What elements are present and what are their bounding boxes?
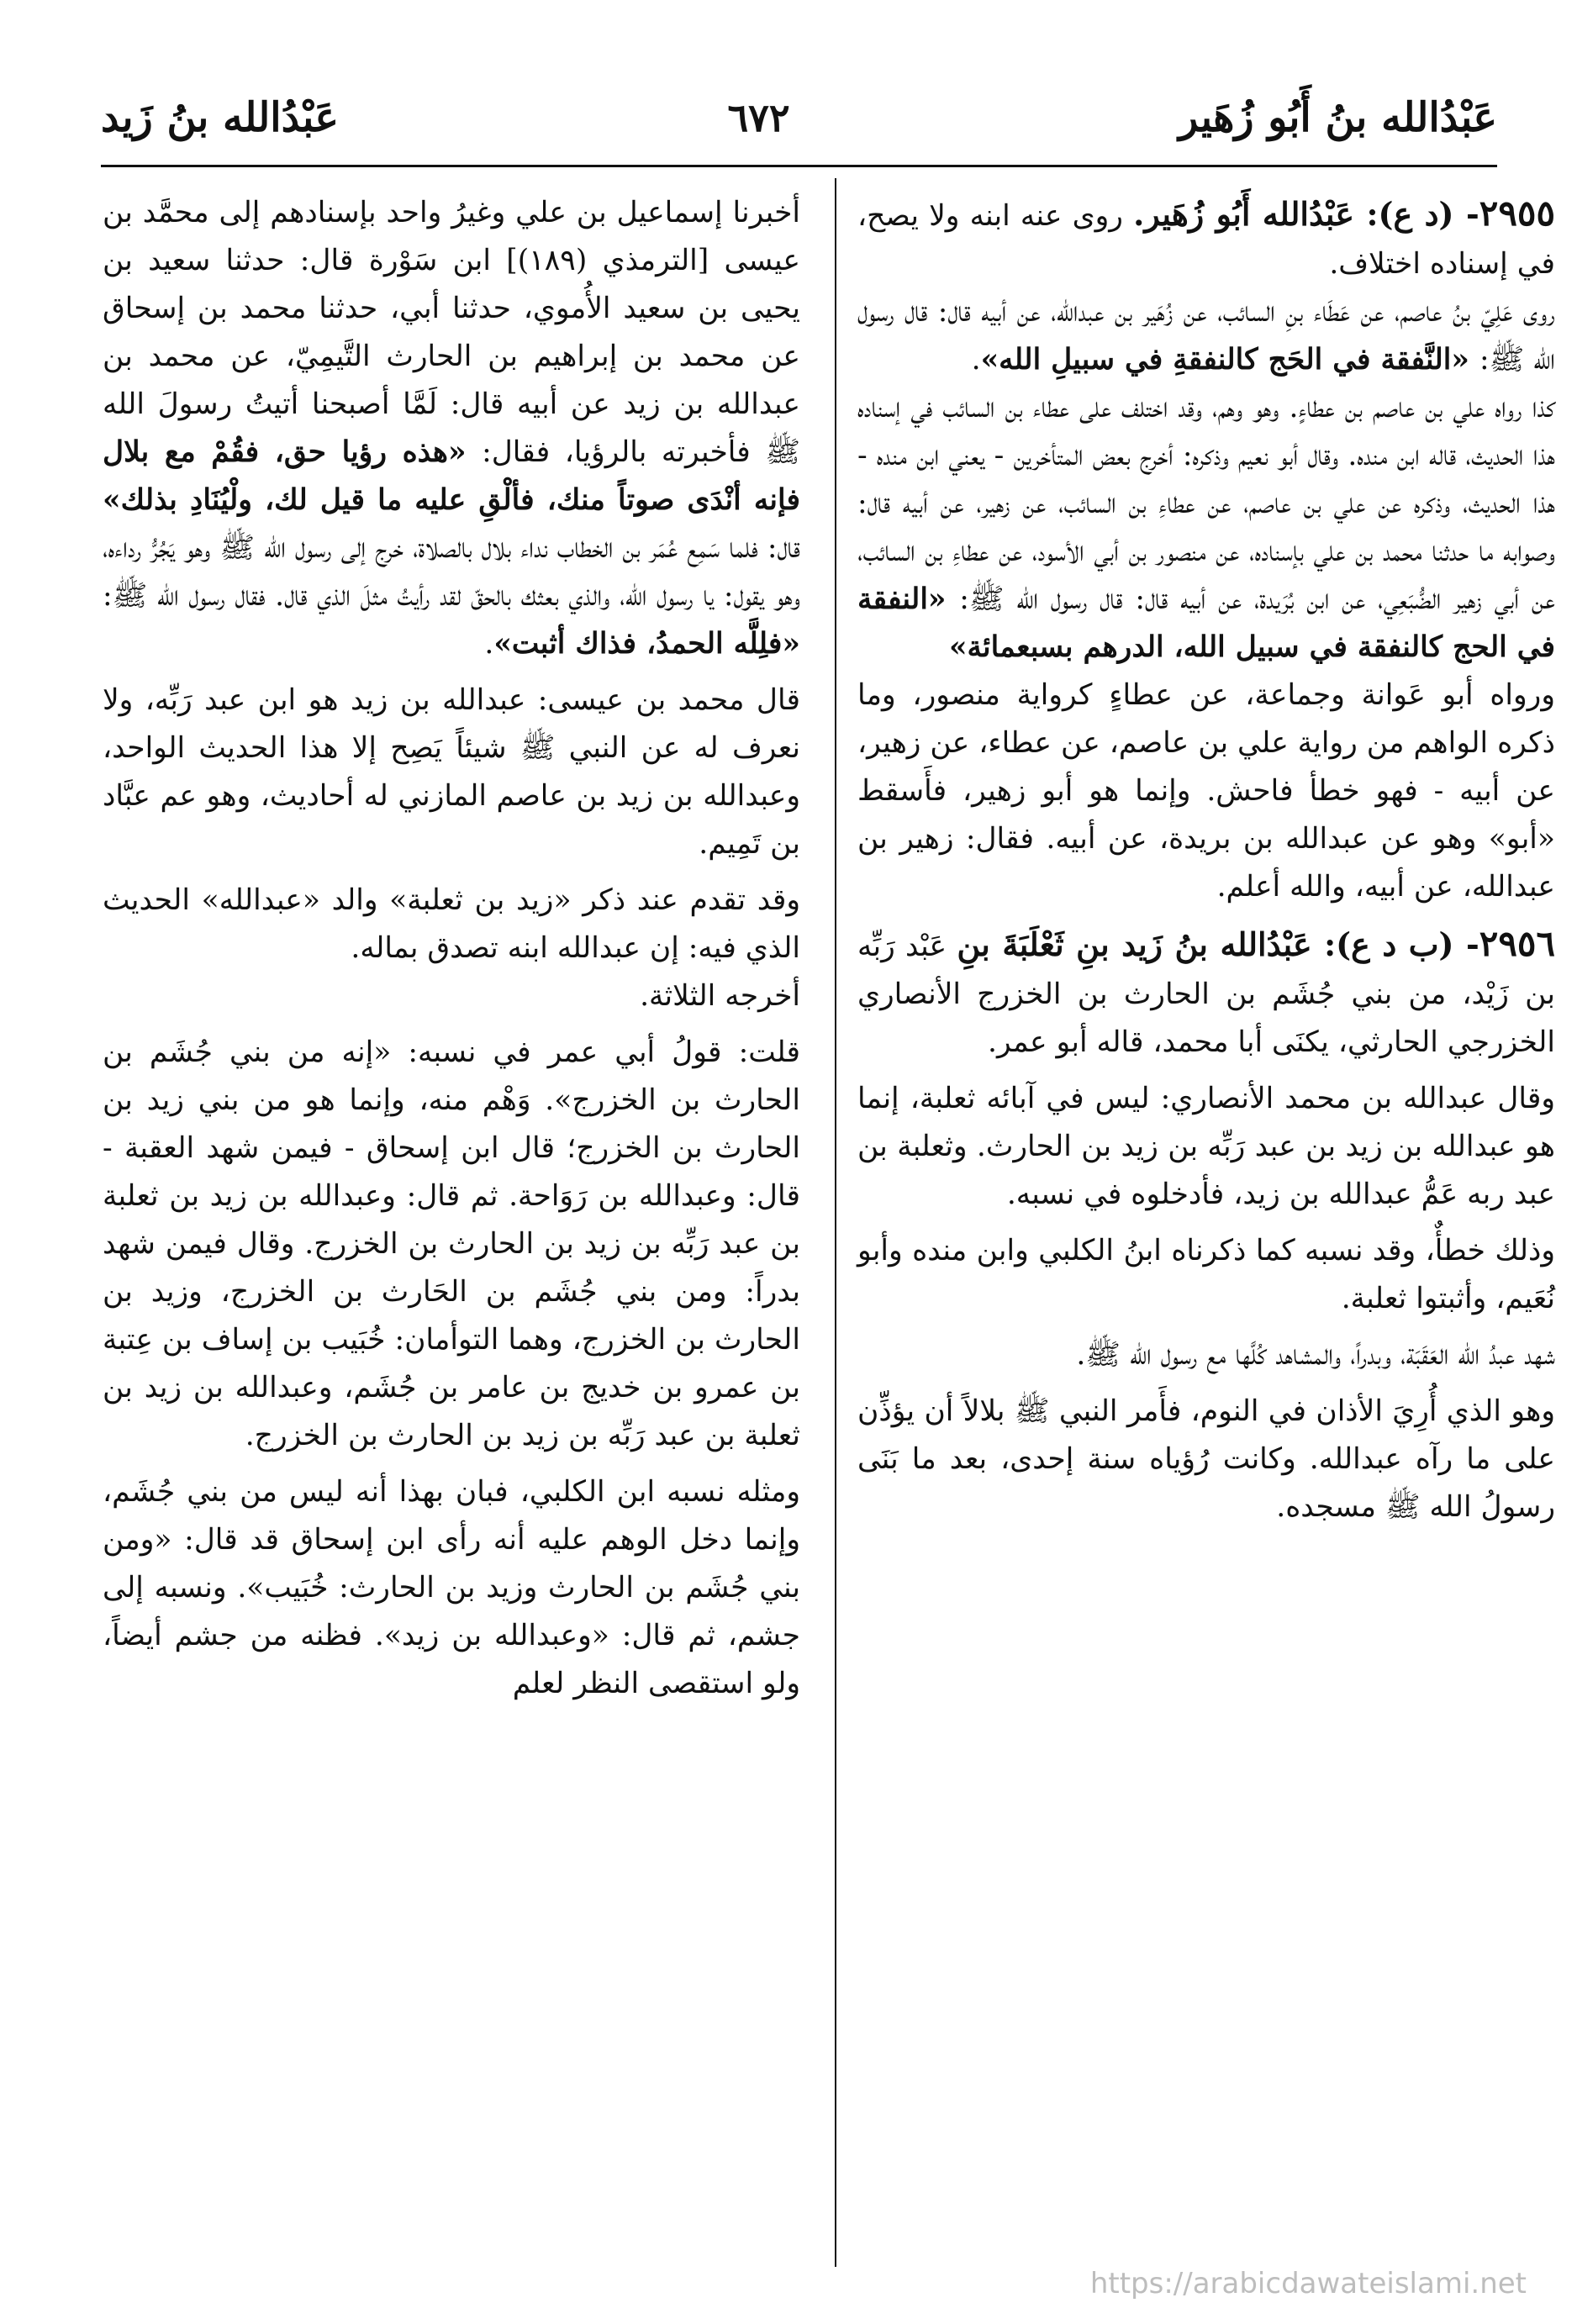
entry-heading: - (د ع): عَبْدُالله أَبُو زُهَير.: [1133, 195, 1479, 233]
paragraph-tail: .: [971, 343, 981, 377]
paragraph-text: قال: فلما سَمِع عُمَر بن الخطاب نداء بلال بالصلاة، خرج إلى رسول الله ﷺ وهو يَجُرُّ رداءه، وهو يقول: يا رسول الله، والذي بعثك بالحقّ لقد رأيتُ مثلَ الذي قال. فقال رسول الله ﷺ:: [103, 531, 800, 613]
paragraph: [103, 1468, 800, 1708]
paragraph: [103, 677, 800, 868]
left-column: [103, 189, 800, 1708]
header-right-title: عَبْدُالله بنُ أَبُو زُهَير: [1179, 94, 1497, 141]
running-header: [101, 80, 1497, 155]
entry-2956: [857, 920, 1555, 1067]
paragraph: [857, 1388, 1555, 1531]
paragraph-text: شهد عبدُ الله العَقَبَة، وبدراً، والمشاهد كُلَّها مع رسول الله ﷺ.: [1076, 1338, 1555, 1372]
paragraph-text: وذلك خطأٌ، وقد نسبه كما ذكرناه ابنُ الكلبي وابن منده وأبو نُعَيم، وأثبتوا ثعلبة.: [857, 1234, 1555, 1315]
paragraph: [103, 1029, 800, 1460]
paragraph-text: روى عَلِيّ بنُ عاصم، عن عَطَاء بنِ السائب، عن زُهَير بن عبدالله، عن أبيه قال: قال رسول الله ﷺ:: [857, 295, 1555, 377]
paragraph: [857, 672, 1555, 911]
paragraph: [857, 288, 1555, 384]
page-number: ٦٧٢: [727, 95, 790, 140]
paragraph: [857, 1331, 1555, 1379]
entry-text: روى عنه ابنه ولا يصح، في إسناده اختلاف.: [857, 199, 1555, 281]
watermark-url: https://arabicdawateislami.net: [1089, 2267, 1527, 2300]
paragraph: [103, 189, 800, 668]
hadith-quote: «هذه رؤيا حق، فقُمْ مع بلال فإنه أنْدَى صوتاً منك، فألْقِ عليه ما قيل لك، ولْيُنَادِ بذلك»: [103, 435, 800, 517]
paragraph-text: قال محمد بن عيسى: عبدالله بن زيد هو ابن عبد رَبِّه، ولا نعرف له عن النبي ﷺ شيئاً يَصِح إلا هذا الحديث الواحد، وعبدالله بن زيد بن عاصم المازني له أحاديث، وهو عم عبَّاد بن تَمِيم.: [103, 683, 800, 861]
paragraph: [857, 1227, 1555, 1323]
paragraph-text: وهو الذي أُرِيَ الأذان في النوم، فأَمر النبي ﷺ بلالاً أن يؤذِّن على ما رآه عبدالله. وكانت رُؤياه سنة إحدى، بعد ما بَنَى رسولُ الله ﷺ مسجده.: [857, 1394, 1555, 1524]
entry-number: ٢٩٥٥: [1479, 192, 1555, 234]
entry-number: ٢٩٥٦: [1479, 923, 1555, 964]
hadith-quote: «النَّفقة في الحَج كالنفقةِ في سبيلِ الله»: [980, 343, 1479, 377]
entry-heading: - (ب د ع): عَبْدُالله بنُ زَيد بنِ ثَعْلَبَةَ بنِ: [957, 925, 1479, 963]
header-left-title: عَبْدُالله بنُ زَيد: [101, 94, 339, 141]
paragraph: [857, 384, 1555, 672]
paragraph: [103, 972, 800, 1020]
column-divider: [835, 178, 836, 2267]
hadith-quote: «فلِلَّه الحمدُ، فذاك أثبت»: [493, 627, 800, 661]
hadith-quote: «النفقة في الحج كالنفقة في سبيل الله، الدرهم بسبعمائة»: [857, 582, 1555, 664]
header-divider: [101, 165, 1497, 167]
paragraph-text: قلت: قولُ أبي عمر في نسبه: «إنه من بني جُشَم بن الحارث بن الخزرج». وَهْم منه، وإنما هو من بني زيد بن الحارث بن الخزرج؛ قال ابن إسحاق - فيمن شهد العقبة - قال: وعبدالله بن رَوَاحة. ثم قال: وعبدالله بن زيد بن ثعلبة بن عبد رَبِّه بن زيد بن الحارث بن الخزرج. وقال فيمن شهد بدراً: ومن بني جُشَم بن الحَارث بن الخزرج، وزيد بن الحارث بن الخزرج، وهما التوأمان: خُبَيب بن إساف بن عِتبة بن عمرو بن خديج بن عامر بن جُشَم، وعبدالله بن زيد بن ثعلبة بن عبد رَبِّه بن زيد بن الحارث بن الخزرج.: [103, 1036, 800, 1452]
paragraph-text: كذا رواه علي بن عاصم بن عطاءٍ. وهو وهم، وقد اختلف على عطاء بن السائب في إسناده هذا الحديث، قاله ابن منده. وقال أبو نعيم وذكره: أخرج بعض المتأخرين - يعني ابن منده - هذا الحديث، وذكره عن علي بن عاصم، عن عطاءِ بن السائب، عن زهير، عن أبيه قال: وصوابه ما حدثنا محمد بن علي بإسناده، عن منصور بن أبي الأسود، عن عطاءِ بن السائب، عن أبي زهير الضُّبَعِي، عن ابن بُرَيدة، عن أبيه قال: قال رسول الله ﷺ:: [857, 391, 1555, 616]
paragraph-text: أخرجه الثلاثة.: [640, 979, 800, 1013]
paragraph: [857, 1075, 1555, 1219]
paragraph-tail: .: [484, 627, 494, 661]
paragraph-text: وقال عبدالله بن محمد الأنصاري: ليس في آبائه ثعلبة، إنما هو عبدالله بن زيد بن عبد رَبِّه بن زيد بن الحارث. وثعلبة بن عبد ربه عَمُّ عبدالله بن زيد، فأدخلوه في نسبه.: [857, 1082, 1555, 1211]
paragraph-text: ومثله نسبه ابن الكلبي، فبان بهذا أنه ليس من بني جُشَم، وإنما دخل الوهم عليه أنه رأى ابن إسحاق قد قال: «ومن بني جُشَم بن الحارث وزيد بن الحارث: خُبَيب». ونسبه إلى جشم، ثم قال: «وعبدالله بن زيد». فظنه من جشم أيضاً، ولو استقصى النظر لعلم: [103, 1475, 800, 1700]
paragraph-text: ورواه أبو عَوانة وجماعة، عن عطاءٍ كرواية منصور، وما ذكره الواهم من رواية علي بن عاصم، عن عطاء، عن زهير، عن أبيه - فهو خطأ فاحش. وإنما هو أبو زهير، فأَسقط «أبو» وهو عن عبدالله بن بريدة، عن أبيه. فقال: زهير بن عبدالله، عن أبيه، والله أعلم.: [857, 678, 1555, 904]
right-column: [857, 189, 1555, 1531]
paragraph-text: وقد تقدم عند ذكر «زيد بن ثعلبة» والد «عبدالله» الحديث الذي فيه: إن عبدالله ابنه تصدق بماله.: [103, 883, 800, 965]
paragraph-text: أخبرنا إسماعيل بن علي وغيرُ واحد بإسنادهم إلى محمَّد بن عيسى [الترمذي (١٨٩)] ابن سَوْرة قال: حدثنا سعيد بن يحيى بن سعيد الأُموي، حدثنا أبي، حدثنا محمد بن إسحاق عن محمد بن إبراهيم بن الحارث التَّيمِيّ، عن محمد بن عبدالله بن زيد عن أبيه قال: لَمَّا أصبحنا أتيتُ رسولَ الله ﷺ فأخبرته بالرؤيا، فقال:: [103, 196, 800, 469]
entry-text: عَبْد رَبِّه بن زَيْد، من بني جُشَم بن الحارث بن الخزرج الأنصاري الخزرجي الحارثي، يكنَى أبا محمد، قاله أبو عمر.: [857, 930, 1555, 1059]
entry-2955: [857, 189, 1555, 288]
paragraph: [103, 877, 800, 972]
